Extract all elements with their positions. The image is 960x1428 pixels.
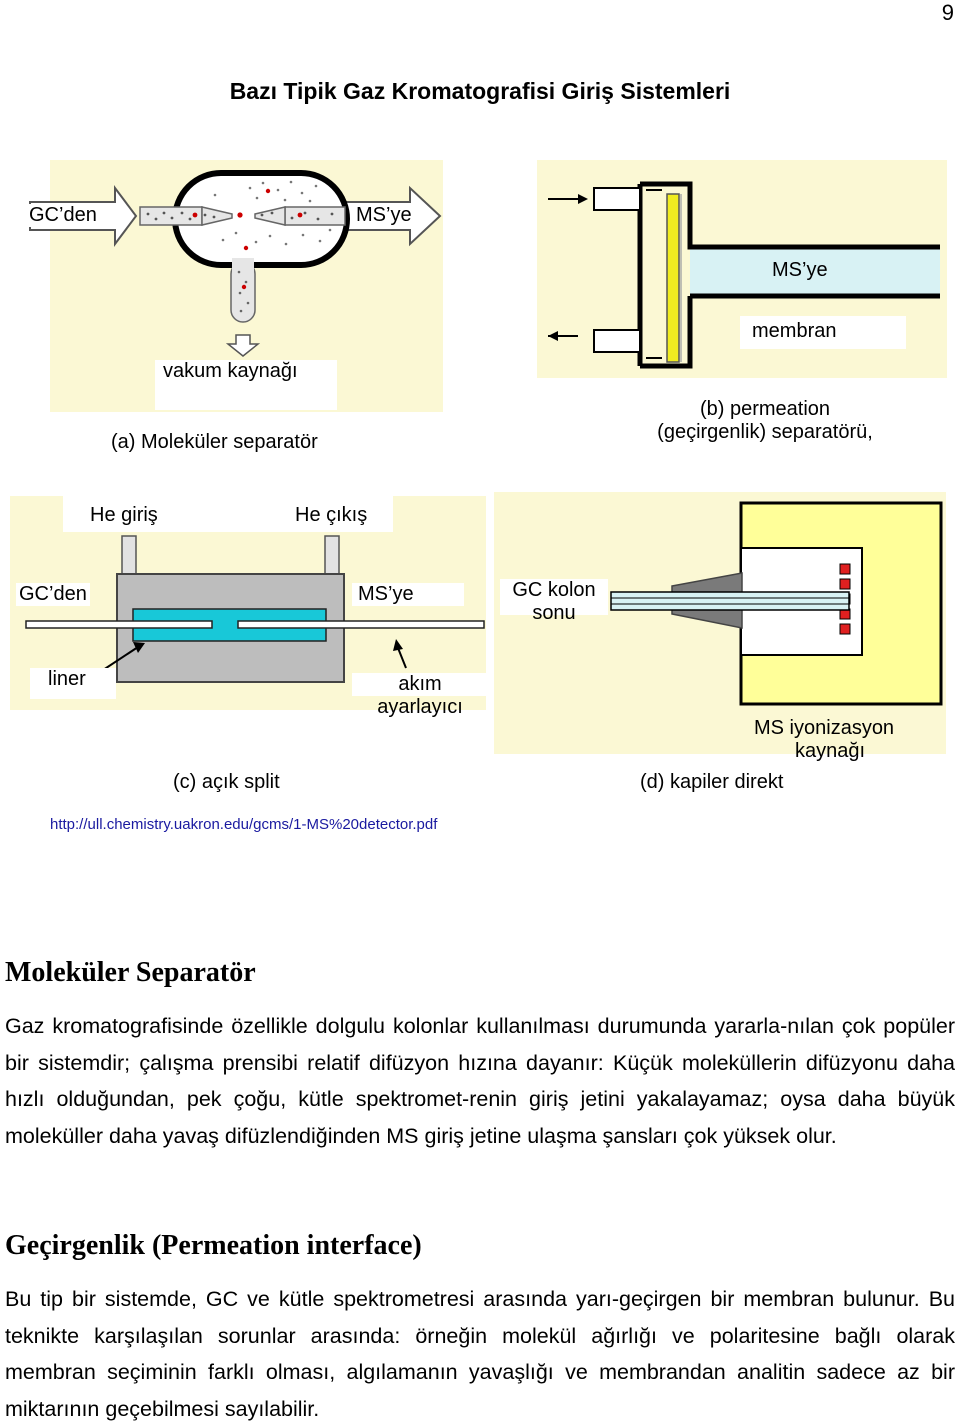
figure-b-caption-line2: (geçirgenlik) separatörü, [657,421,873,443]
figure-c-to-label: MS’ye [352,583,464,606]
figure-c-flow-line1: akım [352,673,488,696]
figure-d-caption: (d) kapiler direkt [640,771,784,793]
figure-a-to-label: MS’ye [356,204,412,226]
figure-c-flow-line2: ayarlayıcı [377,696,463,718]
section-body-permeation: Bu tip bir sistemde, GC ve kütle spektrometresi arasında yarı-geçirgen bir membran bulunur. Bu teknikte karşılaşılan sorunlar arasında: örneğin molekül ağırlığı ve polaritesine bağlı olarak membran seçiminin farklı olması, algılamanın yavaşlığı ve membrandan analitin sadece az bir miktarının geçebilmesi sayılabilir. [5,1287,955,1421]
figure-d-column-line2: sonu [532,602,576,624]
figure-c-he-in-label: He giriş [90,504,158,526]
section-heading-molecular-separator: Moleküler Separatör [5,957,256,988]
figure-b-ms-label: MS’ye [772,259,828,281]
figure-a-vacuum-label: vakum kaynağı [155,360,337,410]
section-body-molecular-separator: Gaz kromatografisinde özellikle dolgulu kolonlar kullanılması durumunda yararla-nılan çok popüler bir sistemdir; çalışma prensibi relatif difüzyon hızına dayanır: Küçük moleküllerin difüzyonu daha hızlı olduğundan, pek çoğu, kütle spektromet-renin giriş jetini yakalayamaz; oysa daha büyük moleküller daha yavaş difüzlendiğinden MS giriş jetine ulaşma şansları çok yüksek olur. [5,1014,955,1148]
figure-c-he-out-label: He çıkış [295,504,368,526]
figure-a-caption: (a) Moleküler separatör [111,431,318,453]
figure-c-caption: (c) açık split [173,771,280,793]
source-link[interactable]: http://ull.chemistry.uakron.edu/gcms/1-MS%20detector.pdf [50,816,438,833]
figure-d-source-line1: MS iyonizasyon [754,717,895,739]
figure-b-caption-line1: (b) permeation [699,398,831,420]
section-heading-permeation: Geçirgenlik (Permeation interface) [5,1230,422,1261]
figure-c-liner-label: liner [30,668,116,699]
page-title: Bazı Tipik Gaz Kromatografisi Giriş Sistemleri [229,78,731,104]
page-number: 9 [941,0,954,25]
figure-c-from-label: GC’den [16,583,90,606]
figure-d-source-line2: kaynağı [795,740,866,762]
figure-d-column-line1: GC kolon [500,579,608,615]
figure-b-membrane-label: membran [740,316,906,349]
figure-a-from-label: GC’den [25,204,101,227]
